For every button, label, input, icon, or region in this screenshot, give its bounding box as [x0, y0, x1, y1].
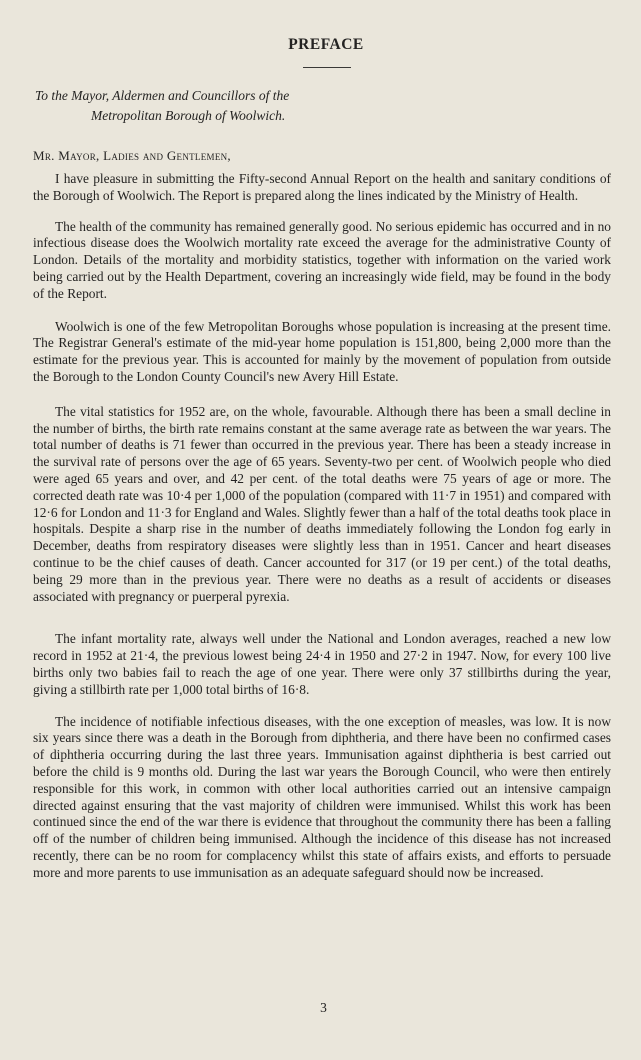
paragraph-1: I have pleasure in submitting the Fifty-second Annual Report on the health and sanitary conditions of the Borough of Woolwich. The Report is prepared along the lines indicated by the Ministry of Health. [33, 171, 611, 203]
page-title: PREFACE [288, 36, 364, 53]
paragraph-5: The infant mortality rate, always well under the National and London averages, reached a new low record in 1952 at 21·4, the previous lowest being 24·4 in 1950 and 27·2 in 1947. Now, for every 100 live births only two babies fail to reach the age of one year. There were only 37 stillbirths during the year, giving a stillbirth rate per 1,000 total births of 16·8. [33, 631, 611, 697]
paragraph-4: The vital statistics for 1952 are, on the whole, favourable. Although there has been a small decline in the number of births, the birth rate remains constant at the same average rate as between the war years. The total number of deaths is 71 fewer than occurred in the previous year. There has been a steady increase in the survival rate of persons over the age of 65 years. Seventy-two per cent. of Woolwich people who died were aged 65 years and over, and 42 per cent. of the total deaths were 75 years of age or more. The corrected death rate was 10·4 per 1,000 of the population (compared with 11·7 in 1951) and compared with 12·6 for London and 11·3 for England and Wales. Slightly fewer than a half of the total deaths took place in hospitals. Despite a sharp rise in the number of deaths immediately following the London fog early in December, deaths from respiratory diseases were slightly less than in 1951. Cancer and heart diseases continue to be the chief causes of death. Cancer accounted for 317 (or 19 per cent.) of the total deaths, being 29 more than in the previous year. There were no deaths as a result of accidents or diseases associated with pregnancy or puerperal pyrexia. [33, 403, 611, 604]
salutation: Mr. Mayor, Ladies and Gentlemen, [33, 148, 231, 163]
address-line-1: To the Mayor, Aldermen and Councillors of the [35, 88, 290, 103]
page-number: 3 [320, 1000, 327, 1015]
paragraph-3: Woolwich is one of the few Metropolitan Boroughs whose population is increasing at the present time. The Registrar General's estimate of the mid-year home population is 151,800, being 2,000 more than the estimate for the previous year. This is accounted for mainly by the movement of population from outside the Borough to the London County Council's new Avery Hill Estate. [33, 318, 611, 384]
title-divider [303, 67, 351, 68]
address-line-2: Metropolitan Borough of Woolwich. [91, 108, 286, 123]
address-block [33, 86, 611, 126]
paragraph-2: The health of the community has remained generally good. No serious epidemic has occurred and in no infectious disease does the Woolwich mortality rate exceed the average for the administrative County of London. Details of the mortality and morbidity statistics, together with information on the varied work being carried out by the Health Department, covering an increasingly wide field, may be found in the body of the Report. [33, 218, 611, 301]
paragraph-6: The incidence of notifiable infectious diseases, with the one exception of measles, was low. It is now six years since there was a death in the Borough from diphtheria, and there have been no confirmed cases of diphtheria occurring during the last three years. Immunisation against diphtheria is best carried out before the child is 9 months old. During the last war years the Borough Council, who were then entirely responsible for this work, in common with other local authorities carried out an intensive campaign directed against ensuring that the vast majority of children were immunised. Whilst this work has been continued since the end of the war there is evidence that throughout the community there has been a falling off of the number of children being immunised. Although the incidence of this disease has not increased recently, there can be no room for complacency whilst this state of affairs exists, and efforts to persuade more and more parents to use immunisation as an adequate safeguard should now be increased. [33, 713, 611, 880]
